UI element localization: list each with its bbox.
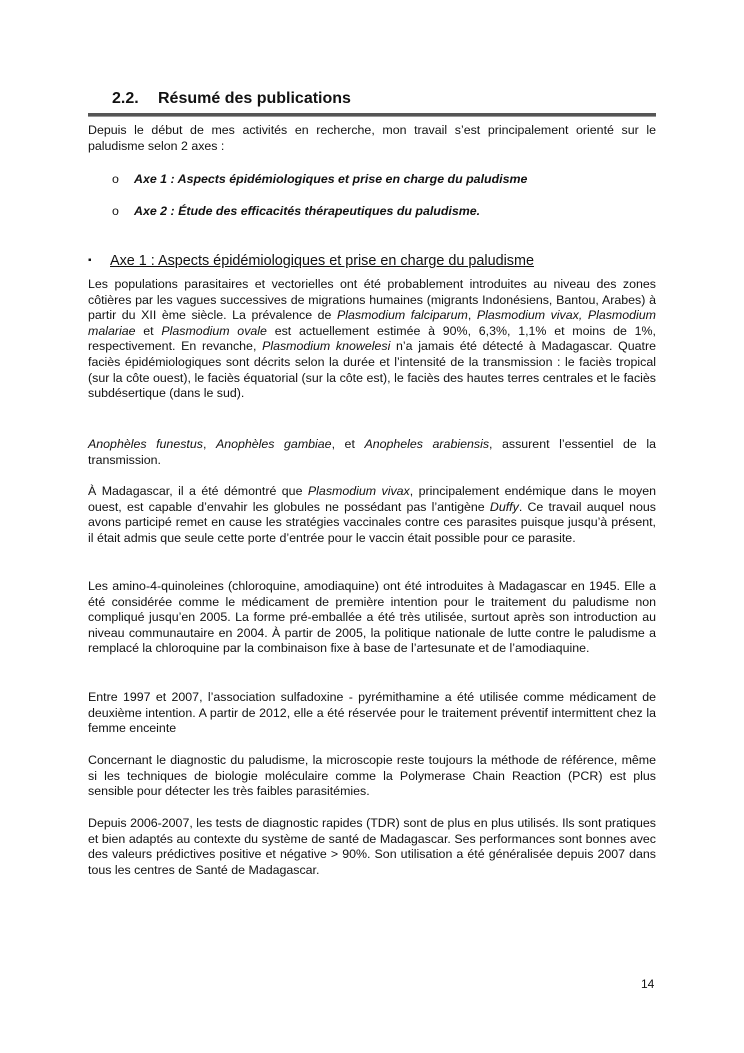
paragraph-vivax: À Madagascar, il a été démontré que Plasmodium vivax, principalement endémique dans le moyen ouest, est capable d’envahir les globules ne possédant pas l’antigène Duffy. Ce travail auquel nous avons participé remet en cause les stratégies vaccinales contre ces parasites puisque jusqu’à présent, il était admis que seule cette porte d’entrée pour le vaccin était possible pour ce parasite.: [88, 484, 656, 545]
paragraph-diagnostic: Concernant le diagnostic du paludisme, la microscopie reste toujours la méthode de référence, même si les techniques de biologie moléculaire comme la Polymerase Chain Reaction (PCR) est plus sensible pour détecter les très faibles parasitémies.: [88, 753, 656, 799]
paragraph-populations: Les populations parasitaires et vectorielles ont été probablement introduites au niveau des zones côtières par les vagues successives de migrations humaines (migrants Indonésiens, Bantou, Arabes) à partir du XII ème siècle. La prévalence de Plasmodium falciparum, Plasmodium vivax, Plasmodium malariae et Plasmodium ovale est actuellement estimée à 90%, 6,3%, 1,1% et moins de 1%, respectivement. En revanche, Plasmodium knowelesi n’a jamais été détecté à Madagascar. Quatre faciès épidémiologiques sont décrits selon la durée et l’intensité de la transmission : le faciès tropical (sur la côte ouest), le faciès équatorial (sur la côte est), le faciès des hautes terres centrales et le faciès subdésertique (dans le sud).: [88, 277, 656, 401]
axe-2-text: Axe 2 : Étude des efficacités thérapeutiques du paludisme.: [134, 204, 481, 218]
paragraph-chloroquine: Les amino-4-quinoleines (chloroquine, amodiaquine) ont été introduites à Madagascar en 1945. Elle a été considérée comme le médicament de première intention pour le traitement du paludisme non compliqué jusqu’en 2005. La forme pré-emballée a été très utilisée, surtout après son introduction au niveau communautaire en 2004. À partir de 2005, la politique nationale de lutte contre le paludisme a remplacé la chloroquine par la combinaison fixe à base de l’artesunate et de l’amodiaquine.: [88, 579, 656, 656]
axe-1-text: Axe 1 : Aspects épidémiologiques et prise en charge du paludisme: [134, 172, 528, 186]
subsection-heading-text: Axe 1 : Aspects épidémiologiques et prise en charge du paludisme: [110, 253, 534, 269]
subsection-heading: [88, 253, 534, 269]
axe-1-item: [112, 172, 527, 186]
section-title-text: Résumé des publications: [158, 90, 351, 107]
page-number: 14: [641, 977, 655, 991]
paragraph-vectors: Anophèles funestus, Anophèles gambiae, et Anopheles arabiensis, assurent l’essentiel de la transmission.: [88, 437, 656, 467]
axe-2-item: [112, 204, 480, 218]
list-bullet: o: [112, 172, 119, 186]
section-heading: [112, 90, 351, 108]
square-bullet-icon: ▪: [88, 255, 92, 266]
paragraph-sulfadoxine: Entre 1997 et 2007, l’association sulfadoxine - pyrémithamine a été utilisée comme médicament de deuxième intention. A partir de 2012, elle a été réservée pour le traitement préventif intermittent chez la femme enceinte: [88, 690, 656, 736]
section-number: 2.2.: [112, 90, 139, 107]
intro-paragraph: Depuis le début de mes activités en recherche, mon travail s’est principalement orienté sur le paludisme selon 2 axes :: [88, 123, 656, 153]
list-bullet: o: [112, 204, 119, 218]
paragraph-tdr: Depuis 2006-2007, les tests de diagnostic rapides (TDR) sont de plus en plus utilisés. Ils sont pratiques et bien adaptés au contexte du système de santé de Madagascar. Ses performances sont bonnes avec des valeurs prédictives positive et négative > 90%. Son utilisation a été généralisée depuis 2007 dans tous les centres de Santé de Madagascar.: [88, 816, 656, 877]
heading-rule: [88, 113, 656, 117]
